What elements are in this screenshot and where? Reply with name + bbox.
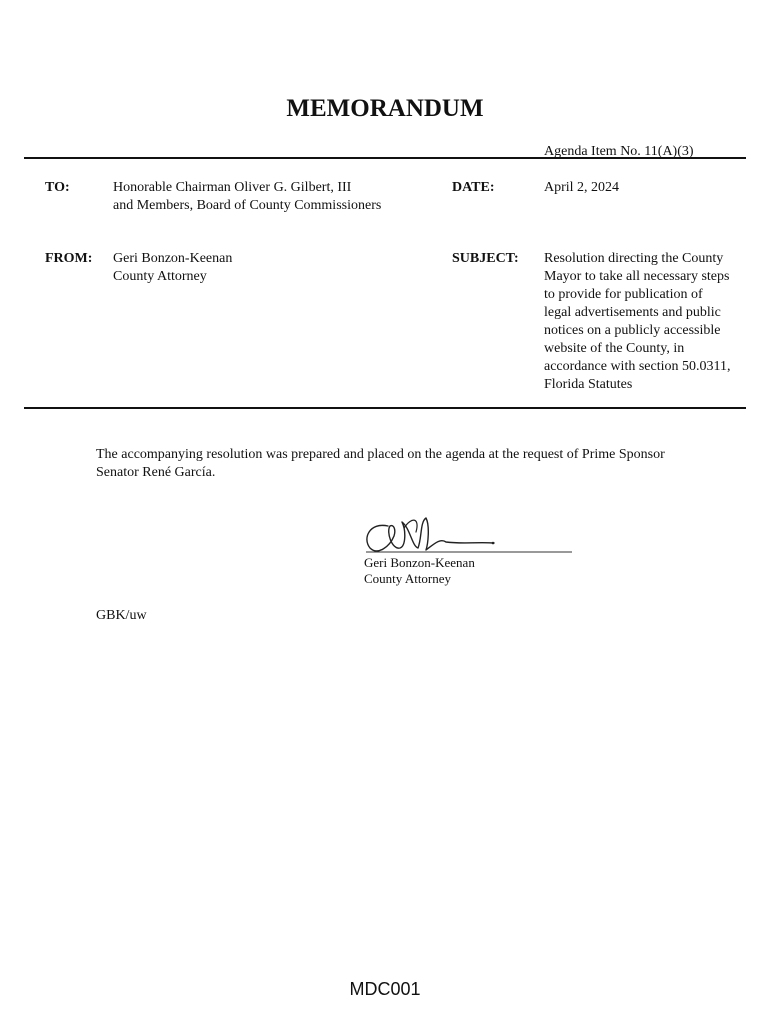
subject-line: Florida Statutes (544, 377, 633, 392)
memo-title: MEMORANDUM (286, 95, 484, 122)
to-recipient-line2: and Members, Board of County Commissioners (113, 198, 382, 213)
signatory-name: Geri Bonzon-Keenan (364, 555, 475, 570)
to-label: TO: (45, 180, 70, 195)
handwritten-signature (360, 508, 580, 560)
signature-dot (492, 542, 495, 545)
signatory-title: County Attorney (364, 571, 452, 586)
header-divider (24, 157, 746, 159)
subject-line: Resolution directing the County (544, 251, 724, 266)
from-name: Geri Bonzon-Keenan (113, 251, 233, 266)
subject-label: SUBJECT: (452, 251, 519, 266)
from-title: County Attorney (113, 269, 207, 284)
subject-text (544, 250, 730, 394)
from-label: FROM: (45, 251, 93, 266)
body-divider (24, 407, 746, 409)
subject-line: legal advertisements and public (544, 305, 721, 320)
subject-line: to provide for publication of (544, 287, 703, 302)
page-footer-code: MDC001 (349, 979, 421, 999)
subject-line: Mayor to take all necessary steps (544, 269, 730, 284)
body-paragraph (96, 446, 736, 482)
agenda-item-number: Agenda Item No. 11(A)(3) (544, 144, 694, 159)
subject-line: notices on a publicly accessible (544, 323, 721, 338)
date-value: April 2, 2024 (544, 180, 620, 195)
typist-initials: GBK/uw (96, 608, 147, 623)
body-line: The accompanying resolution was prepared and placed on the agenda at the request of Prime Sponsor (96, 447, 665, 462)
date-label: DATE: (452, 180, 495, 195)
to-recipient-line1: Honorable Chairman Oliver G. Gilbert, III (113, 180, 352, 195)
subject-line: website of the County, in (544, 341, 685, 356)
body-line: Senator René García. (96, 465, 216, 480)
signature-flourish (404, 520, 417, 532)
subject-line: accordance with section 50.0311, (544, 359, 731, 374)
signature-stroke (367, 518, 494, 551)
